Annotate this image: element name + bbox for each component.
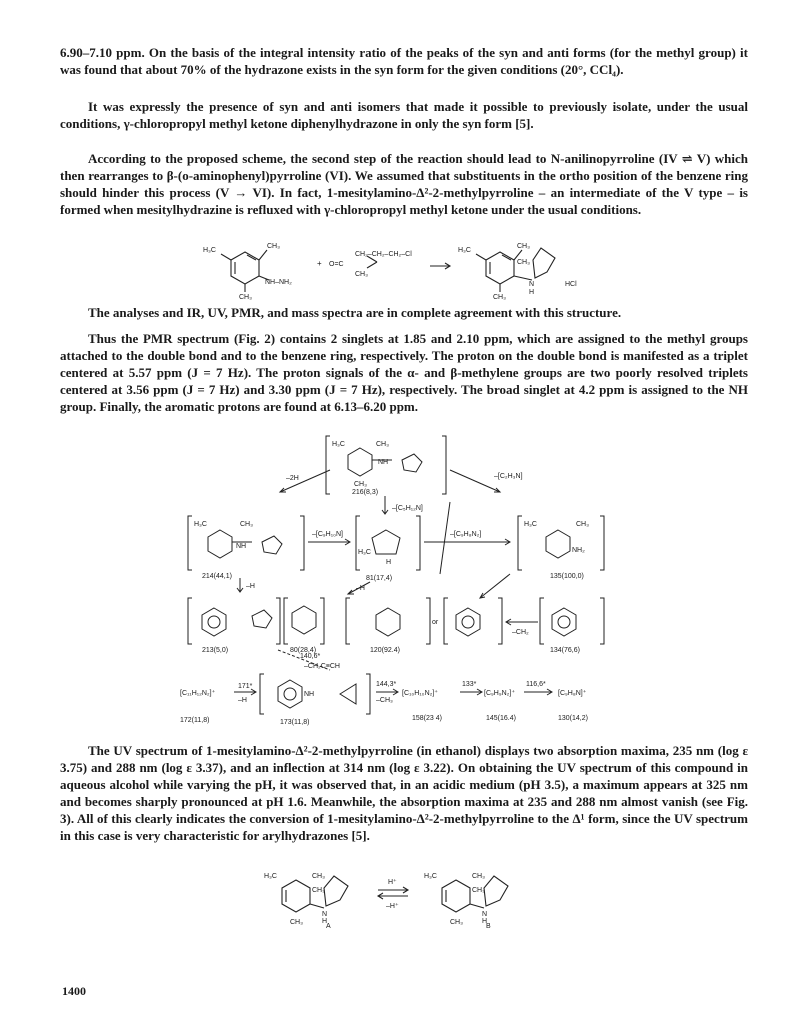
- loss-ch3: –CH₃: [376, 697, 393, 704]
- mass-135: 135(100,0): [550, 573, 584, 580]
- eq-b-ch3-bottom: CH₃: [450, 919, 463, 926]
- eq-a-h3c: H₃C: [264, 873, 277, 880]
- fragmentation-scheme: [180, 430, 620, 730]
- formula-158: [C₁₀H₁₀N₂]⁺: [402, 690, 439, 697]
- eq-b-n: N: [482, 911, 488, 918]
- top-h3c-label: H₃C: [332, 441, 345, 448]
- chain-label: CH₂–CH₂–CH₂–Cl: [355, 251, 412, 258]
- formula-145: [C₉H₉N₂]⁺: [484, 690, 516, 697]
- mass-120: 120(92.4): [370, 647, 400, 654]
- page-number: 1400: [62, 984, 86, 998]
- m214-h3c: H₃C: [194, 521, 207, 528]
- top-ch3-bottom-label: CH₃: [354, 481, 367, 488]
- label-a: A: [326, 923, 331, 928]
- m81-h: H: [386, 559, 392, 566]
- product-h-label: H: [529, 289, 535, 296]
- product-ch3-bottom-label: CH₃: [493, 294, 506, 300]
- eq-a-h: H: [322, 918, 328, 925]
- mass-134: 134(76,6): [550, 647, 580, 654]
- paragraph-5: Thus the PMR spectrum (Fig. 2) contains 2 singlets at 1.85 and 2.10 ppm, which are assigned to the methyl groups attached to the double bond and to the benzene ring, respectively. The proton on the double bond is manifested as a triplet centered at 5.57 ppm (J = 7 Hz). The proton signals of the α- and β-methylene groups are two poorly resolved triplets centered at 3.56 ppm (J = 7 Hz) and 3.30 ppm (J = 7 Hz), respectively. The broad singlet at 4.2 ppm is assigned to the NH group. Finally, the aromatic protons are found at 6.13–6.20 ppm.: [60, 331, 748, 414]
- mass-81: 81(17,4): [366, 575, 393, 582]
- hcl-label: HCl: [565, 281, 577, 288]
- mass-173: 173(11,8): [280, 719, 310, 726]
- metastable-133: 133*: [462, 681, 477, 688]
- plus-sign: +: [317, 259, 322, 268]
- mass-214: 214(44,1): [202, 573, 232, 580]
- product-h3c-label: H₃C: [458, 247, 471, 254]
- metastable-171: 171*: [238, 683, 253, 690]
- h-plus-label: H⁺: [388, 879, 397, 886]
- loss-c9h8n2: –[C₉H₈N₂]: [450, 531, 482, 538]
- eq-b-h: H: [482, 918, 488, 925]
- paragraph-6: The UV spectrum of 1-mesitylamino-Δ²-2-methylpyrroline (in ethanol) displays two absorption maxima, 235 nm (log ε 3.75) and 288 nm (log ε 3.37), and an inflection at 314 nm (log ε 3.22). On obtaining the UV spectrum of this compound in aqueous alcohol while varying the pH, it was observed that, in an acidic medium (pH 3.5), a maximum appears at 325 nm and becomes sharply pronounced at pH 1.6. Meanwhile, the absorption maxima at 235 and 288 nm almost vanish (see Fig. 3). All of this clearly indicates the conversion of 1-mesitylamino-Δ²-2-methylpyrroline to the Δ¹ form, since the UV spectrum in this case is very characteristic for arylhydrazones [5].: [60, 743, 748, 843]
- eq-b-h3c: H₃C: [424, 873, 437, 880]
- ketone-ch3-label: CH₃: [355, 271, 368, 278]
- eq-a-ring-ch3: CH₃: [312, 887, 325, 894]
- m214-nh: NH: [236, 543, 247, 550]
- loss-c2h3n: –[C₂H₃N]: [494, 473, 523, 480]
- m81-h3c: H₃C: [358, 549, 371, 556]
- formula-130: [C₉H₈N]⁺: [558, 690, 587, 697]
- loss-h-2: –H: [356, 585, 365, 592]
- tautomer-equilibrium-scheme: [260, 864, 540, 928]
- eq-b-ring-ch3: CH₃: [472, 887, 485, 894]
- formula-172: [C₁₁H₁₂N₂]⁺: [180, 690, 216, 697]
- metastable-144: 144,3*: [376, 681, 397, 688]
- top-ch3-label: CH₃: [376, 441, 389, 448]
- or-label: or: [432, 619, 439, 626]
- mass-213: 213(5,0): [202, 647, 229, 654]
- m214-ch3: CH₃: [240, 521, 253, 528]
- eq-b-ch3: CH₃: [472, 873, 485, 880]
- loss-h-171: –H: [238, 697, 247, 704]
- m173-nh: NH: [304, 691, 315, 698]
- loss-h-1: –H: [246, 583, 255, 590]
- mass-130: 130(14,2): [558, 715, 588, 722]
- mass-80: 80(28,4): [290, 647, 317, 654]
- paragraph-3: According to the proposed scheme, the second step of the reaction should lead to N-anilinopyrroline (IV ⇌ V) which then rearranges to β-(o-aminophenyl)pyrroline (VI). We assumed that substituents in the ortho position of the benzene ring should hinder this process (V → VI). In fact, 1-mesitylamino-Δ²-2-methylpyrroline – an intermediate of the V type – is formed when mesitylhydrazine is refluxed with γ-chloropropyl methyl ketone under the usual conditions.: [60, 151, 748, 217]
- mass-172: 172(11,8): [180, 717, 210, 724]
- mass-158: 158(23 4): [412, 715, 442, 722]
- mass-145: 145(16.4): [486, 715, 516, 722]
- product-n-label: N: [529, 281, 535, 288]
- paragraph-1: 6.90–7.10 ppm. On the basis of the integral intensity ratio of the peaks of the syn and anti forms (for the methyl group) it was found that about 70% of the hydrazone exists in the syn form for the given conditions (20°, CCl₄).: [60, 45, 748, 77]
- metastable-116: 116,6*: [526, 681, 546, 688]
- eq-a-ch3: CH₃: [312, 873, 325, 880]
- ch3-label: CH₃: [267, 243, 280, 250]
- h-minus-label: –H⁺: [386, 903, 399, 910]
- h3c-label: H₃C: [203, 247, 216, 254]
- loss-ch2: –CH₂: [512, 629, 529, 636]
- reaction-scheme-synthesis: [195, 236, 615, 300]
- product-ch3-label: CH₃: [517, 243, 530, 250]
- hydrazine-label: NH–NH₂: [265, 279, 292, 286]
- m135-ch3: CH₃: [576, 521, 589, 528]
- eq-a-n: N: [322, 911, 328, 918]
- mass-216: 216(8,3): [352, 489, 379, 496]
- top-nh-label: NH: [378, 459, 389, 466]
- ketone-label: O=C: [329, 261, 344, 268]
- m135-nh2: NH₂: [572, 547, 585, 554]
- loss-c9h10n: –[C₉H₁₀N]: [312, 531, 343, 538]
- m135-h3c: H₃C: [524, 521, 537, 528]
- metastable-140: 140,6*: [300, 653, 321, 660]
- loss-c5h12n: –[C₅H₁₂N]: [392, 505, 423, 512]
- loss-propargyl: –CH₂C≡CH: [304, 663, 340, 670]
- paragraph-2: It was expressly the presence of syn and anti isomers that made it possible to previously isolate, under the usual conditions, γ-chloropropyl methyl ketone diphenylhydrazone in only the syn form [5].: [60, 99, 748, 131]
- loss-2h: –2H: [286, 475, 299, 482]
- product-ring-ch3-label: CH₃: [517, 259, 530, 266]
- eq-a-ch3-bottom: CH₃: [290, 919, 303, 926]
- ch3-bottom-label: CH₃: [239, 294, 252, 300]
- paragraph-4: The analyses and IR, UV, PMR, and mass spectra are in complete agreement with this structure.: [88, 305, 622, 320]
- label-b: B: [486, 923, 491, 928]
